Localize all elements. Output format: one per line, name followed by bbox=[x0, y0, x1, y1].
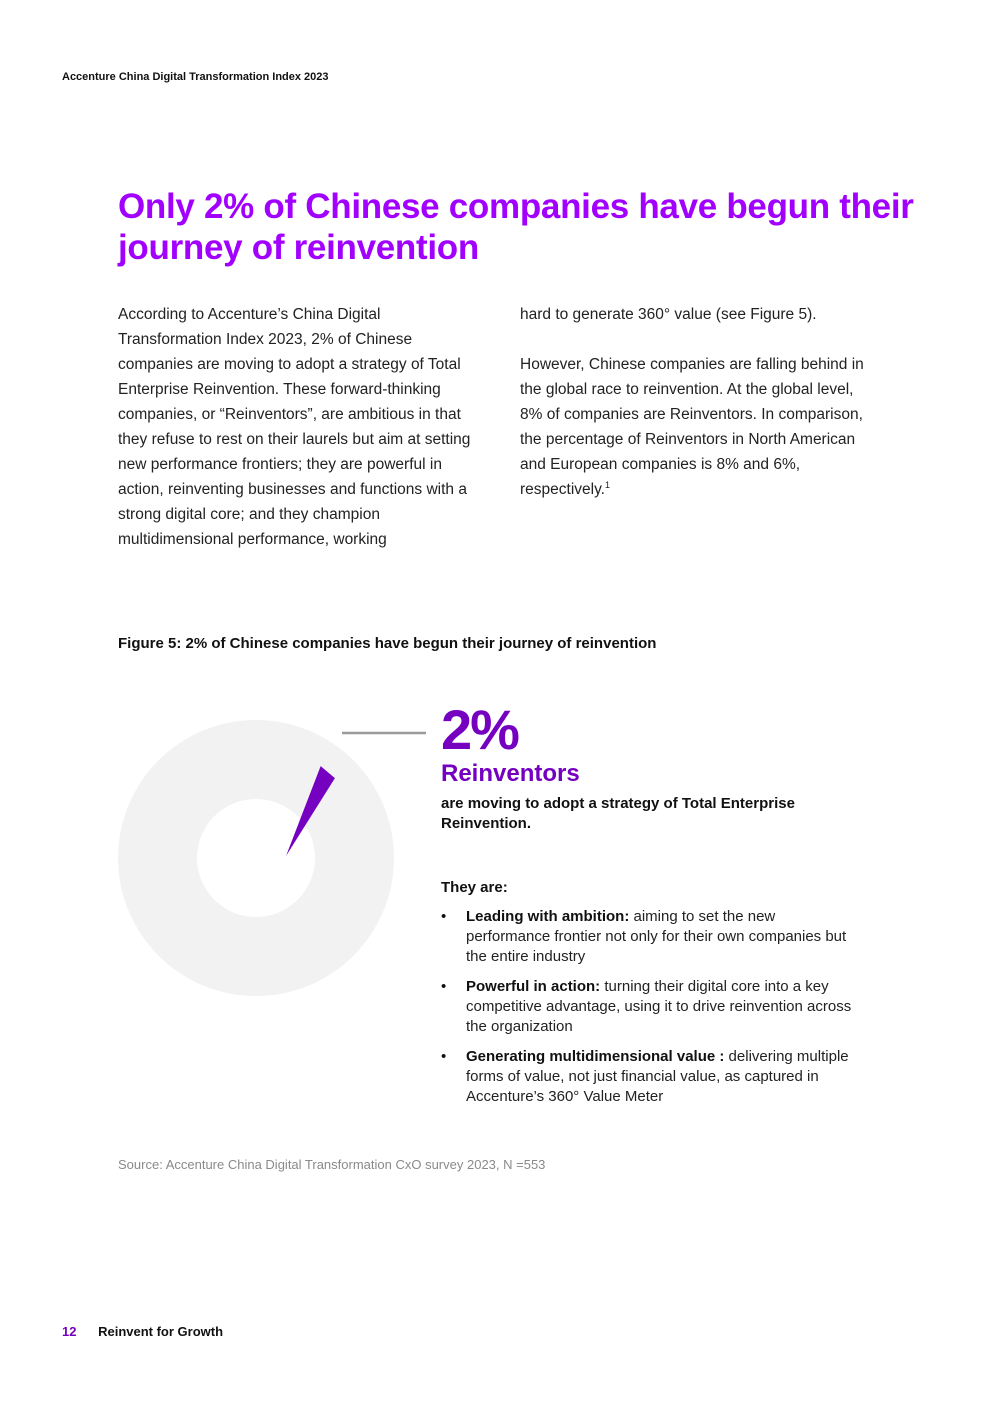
list-item-title: Powerful in action: bbox=[466, 978, 601, 995]
body-paragraph: According to Accenture’s China Digital Transformation Index 2023, 2% of Chinese companies are moving to adopt a strategy of Total Enterprise Reinvention. These forward-thinking companies, or “Reinventors”, are ambitious in that they refuse to rest on their laurels but aim at setting new performance frontiers; they are powerful in action, reinventing businesses and functions with a strong digital core; and they champion multidimensional performance, working bbox=[118, 306, 471, 548]
body-paragraph: hard to generate 360° value (see Figure 5). bbox=[520, 306, 817, 323]
source-note: Source: Accenture China Digital Transformation CxO survey 2023, N =553 bbox=[118, 1157, 546, 1172]
donut-chart bbox=[110, 712, 440, 1012]
list-item-title: Generating multidimensional value : bbox=[466, 1048, 725, 1065]
list-item bbox=[441, 1047, 861, 1107]
stat-description: are moving to adopt a strategy of Total Enterprise Reinvention. bbox=[441, 795, 795, 832]
list-item-text: delivering multiple forms of value, not just financial value, as captured in Accenture’s 360° Value Meter bbox=[466, 1048, 849, 1105]
body-paragraph-text: However, Chinese companies are falling behind in the global race to reinvention. At the global level, 8% of companies are Reinventors. In comparison, the percentage of Reinventors in North American and European companies is 8% and 6%, respectively. bbox=[520, 356, 864, 498]
page-footer bbox=[62, 1324, 223, 1339]
report-header: Accenture China Digital Transformation Index 2023 bbox=[62, 71, 329, 83]
list-item bbox=[441, 907, 861, 967]
stat-block bbox=[441, 698, 881, 834]
trait-list bbox=[441, 907, 861, 1117]
list-item bbox=[441, 977, 861, 1037]
stat-value: 2% bbox=[441, 698, 518, 761]
page-number: 12 bbox=[62, 1324, 77, 1339]
footer-title: Reinvent for Growth bbox=[98, 1324, 224, 1339]
footnote-ref: 1 bbox=[605, 480, 611, 490]
body-right-column bbox=[520, 302, 880, 502]
stat-label: Reinventors bbox=[441, 760, 580, 787]
list-item-text: aiming to set the new performance frontier not only for their own companies but the entire industry bbox=[466, 908, 847, 965]
body-left-column bbox=[118, 302, 478, 552]
list-item-text: turning their digital core into a key competitive advantage, using it to drive reinvention across the organization bbox=[466, 978, 852, 1035]
donut-hole bbox=[197, 799, 315, 917]
list-item-title: Leading with ambition: bbox=[466, 908, 630, 925]
they-are-label: They are: bbox=[441, 879, 508, 896]
page-headline: Only 2% of Chinese companies have begun their journey of reinvention bbox=[118, 187, 914, 267]
body-paragraph bbox=[520, 352, 880, 502]
figure-title: Figure 5: 2% of Chinese companies have begun their journey of reinvention bbox=[118, 635, 657, 652]
